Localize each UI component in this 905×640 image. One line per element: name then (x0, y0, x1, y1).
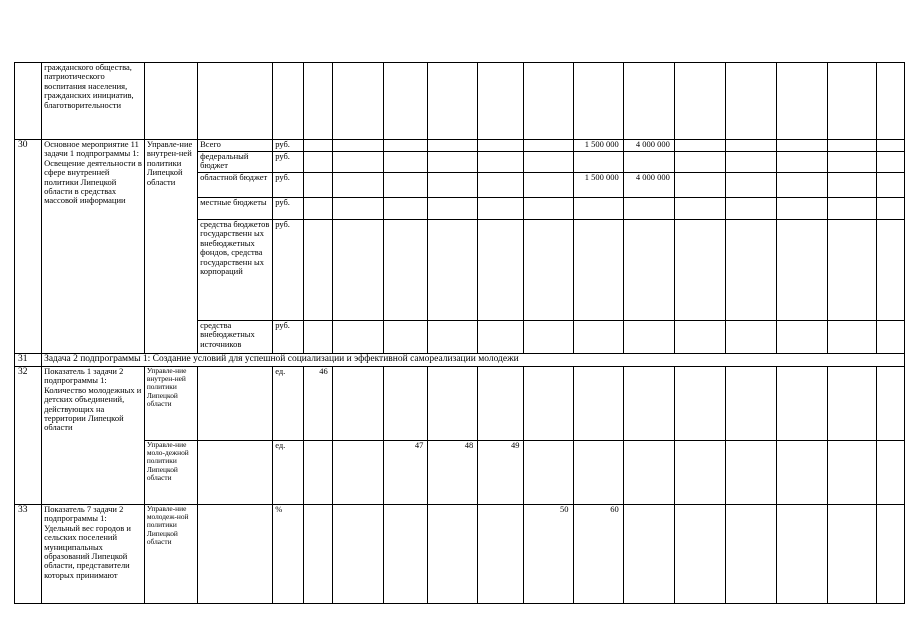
empty-cell (827, 152, 876, 173)
empty-cell (726, 63, 776, 140)
table-row (15, 441, 905, 505)
table-row (15, 367, 905, 441)
empty-cell (573, 63, 623, 140)
empty-cell (332, 321, 383, 354)
value-cell: 50 (524, 505, 573, 604)
empty-cell (674, 198, 725, 220)
empty-cell (726, 140, 776, 152)
empty-cell (623, 367, 674, 441)
funding-source: федеральный бюджет (198, 152, 273, 173)
row-description: гражданского общества, патриотического воспитания населения, гражданских инициатив, благотворительности (42, 63, 145, 140)
empty-cell (877, 173, 905, 198)
empty-cell (478, 152, 524, 173)
empty-cell (674, 321, 725, 354)
empty-cell (623, 321, 674, 354)
value-cell: 4 000 000 (623, 173, 674, 198)
empty-cell (478, 220, 524, 321)
empty-cell (332, 140, 383, 152)
empty-cell (726, 367, 776, 441)
empty-cell (573, 220, 623, 321)
empty-cell (877, 321, 905, 354)
unit-cell: руб. (273, 140, 303, 152)
empty-cell (573, 198, 623, 220)
empty-cell (428, 198, 478, 220)
empty-cell (877, 140, 905, 152)
empty-cell (877, 220, 905, 321)
empty-cell (428, 173, 478, 198)
empty-cell (478, 140, 524, 152)
empty-cell (332, 441, 383, 505)
row-number (15, 63, 42, 140)
empty-cell (332, 198, 383, 220)
empty-cell (674, 63, 725, 140)
empty-cell (827, 441, 876, 505)
empty-cell (776, 63, 827, 140)
funding-source: областной бюджет (198, 173, 273, 198)
empty-cell (303, 140, 332, 152)
empty-cell (623, 198, 674, 220)
empty-cell (877, 505, 905, 604)
empty-cell (303, 321, 332, 354)
empty-cell (428, 63, 478, 140)
empty-cell (524, 152, 573, 173)
value-cell: 60 (573, 505, 623, 604)
empty-cell (827, 505, 876, 604)
empty-cell (573, 321, 623, 354)
empty-cell (478, 173, 524, 198)
empty-cell (726, 152, 776, 173)
empty-cell (827, 173, 876, 198)
unit-cell: ед. (273, 367, 303, 441)
value-cell: 46 (303, 367, 332, 441)
empty-cell (623, 152, 674, 173)
row-number: 30 (15, 140, 42, 354)
unit-cell: руб. (273, 321, 303, 354)
empty-cell (384, 173, 428, 198)
empty-cell (478, 321, 524, 354)
empty-cell (524, 140, 573, 152)
executor-cell: Управле-ние внутрен-ней политики Липецкой области (144, 367, 197, 441)
table-row (15, 63, 905, 140)
empty-cell (384, 220, 428, 321)
empty-cell (674, 505, 725, 604)
value-cell: 47 (384, 441, 428, 505)
empty-cell (428, 367, 478, 441)
empty-cell (428, 140, 478, 152)
table-row (15, 354, 905, 367)
empty-cell (524, 367, 573, 441)
empty-cell (524, 220, 573, 321)
empty-cell (428, 220, 478, 321)
empty-cell (332, 367, 383, 441)
empty-cell (332, 173, 383, 198)
empty-cell (726, 441, 776, 505)
empty-cell (827, 367, 876, 441)
empty-cell (776, 140, 827, 152)
empty-cell (384, 63, 428, 140)
empty-cell (303, 152, 332, 173)
empty-cell (877, 152, 905, 173)
executor-cell: Управле-ние моло-дежной политики Липецкой области (144, 441, 197, 505)
unit-cell: руб. (273, 152, 303, 173)
empty-cell (478, 505, 524, 604)
empty-cell (827, 63, 876, 140)
empty-cell (303, 63, 332, 140)
row-number: 32 (15, 367, 42, 505)
unit-cell: % (273, 505, 303, 604)
unit-cell: руб. (273, 220, 303, 321)
empty-cell (674, 152, 725, 173)
empty-cell (877, 441, 905, 505)
empty-cell (573, 367, 623, 441)
empty-cell (303, 505, 332, 604)
row-description: Основное мероприятие 11 задачи 1 подпрограммы 1: Освещение деятельности в сфере внутренней политики Липецкой области в средствах массовой информации (42, 140, 145, 354)
empty-cell (674, 173, 725, 198)
empty-cell (827, 321, 876, 354)
empty-cell (332, 505, 383, 604)
task-heading: Задача 2 подпрограммы 1: Создание условий для успешной социализации и эффективной самореализации молодежи (42, 354, 905, 367)
empty-cell (776, 173, 827, 198)
empty-cell (384, 152, 428, 173)
empty-cell (726, 220, 776, 321)
empty-cell (623, 441, 674, 505)
empty-cell (384, 140, 428, 152)
empty-cell (776, 198, 827, 220)
row-number: 33 (15, 505, 42, 604)
empty-cell (303, 198, 332, 220)
empty-cell (332, 220, 383, 321)
empty-cell (776, 220, 827, 321)
empty-cell (303, 220, 332, 321)
value-cell: 48 (428, 441, 478, 505)
empty-cell (144, 63, 197, 140)
empty-cell (384, 505, 428, 604)
empty-cell (827, 140, 876, 152)
empty-cell (877, 367, 905, 441)
empty-cell (726, 505, 776, 604)
empty-cell (776, 505, 827, 604)
empty-cell (524, 441, 573, 505)
row-description: Показатель 7 задачи 2 подпрограммы 1: Удельный вес городов и сельских поселений муниципальных образований Липецкой области, представители которых принимают (42, 505, 145, 604)
empty-cell (384, 198, 428, 220)
empty-cell (198, 441, 273, 505)
empty-cell (726, 173, 776, 198)
empty-cell (428, 321, 478, 354)
empty-cell (198, 63, 273, 140)
empty-cell (332, 63, 383, 140)
table-row (15, 505, 905, 604)
funding-source: Всего (198, 140, 273, 152)
empty-cell (776, 441, 827, 505)
empty-cell (573, 441, 623, 505)
empty-cell (524, 198, 573, 220)
table-row (15, 140, 905, 152)
empty-cell (198, 367, 273, 441)
empty-cell (674, 220, 725, 321)
empty-cell (478, 198, 524, 220)
empty-cell (776, 367, 827, 441)
empty-cell (428, 152, 478, 173)
empty-cell (623, 505, 674, 604)
row-number: 31 (15, 354, 42, 367)
empty-cell (524, 321, 573, 354)
empty-cell (623, 63, 674, 140)
empty-cell (674, 441, 725, 505)
value-cell: 4 000 000 (623, 140, 674, 152)
empty-cell (623, 220, 674, 321)
unit-cell: ед. (273, 441, 303, 505)
empty-cell (674, 367, 725, 441)
funding-source: средства бюджетов государственн ых внебюджетных фондов, средства государственн ых корпораций (198, 220, 273, 321)
row-description: Показатель 1 задачи 2 подпрограммы 1: Количество молодежных и детских объединений, действующих на территории Липецкой области (42, 367, 145, 505)
empty-cell (877, 198, 905, 220)
executor-cell: Управле-ние внутрен-ней политики Липецкой области (144, 140, 197, 354)
funding-source: местные бюджеты (198, 198, 273, 220)
empty-cell (332, 152, 383, 173)
empty-cell (877, 63, 905, 140)
value-cell: 49 (478, 441, 524, 505)
empty-cell (384, 367, 428, 441)
empty-cell (726, 198, 776, 220)
empty-cell (827, 198, 876, 220)
value-cell: 1 500 000 (573, 173, 623, 198)
empty-cell (726, 321, 776, 354)
empty-cell (428, 505, 478, 604)
empty-cell (478, 63, 524, 140)
executor-cell: Управле-ние молодеж-ной политики Липецкой области (144, 505, 197, 604)
empty-cell (303, 441, 332, 505)
empty-cell (776, 152, 827, 173)
empty-cell (776, 321, 827, 354)
value-cell: 1 500 000 (573, 140, 623, 152)
empty-cell (384, 321, 428, 354)
unit-cell: руб. (273, 173, 303, 198)
empty-cell (303, 173, 332, 198)
empty-cell (198, 505, 273, 604)
empty-cell (524, 63, 573, 140)
empty-cell (478, 367, 524, 441)
empty-cell (573, 152, 623, 173)
empty-cell (674, 140, 725, 152)
empty-cell (827, 220, 876, 321)
unit-cell: руб. (273, 198, 303, 220)
funding-source: средства внебюджетных источников (198, 321, 273, 354)
empty-cell (273, 63, 303, 140)
budget-table (14, 62, 905, 604)
empty-cell (524, 173, 573, 198)
